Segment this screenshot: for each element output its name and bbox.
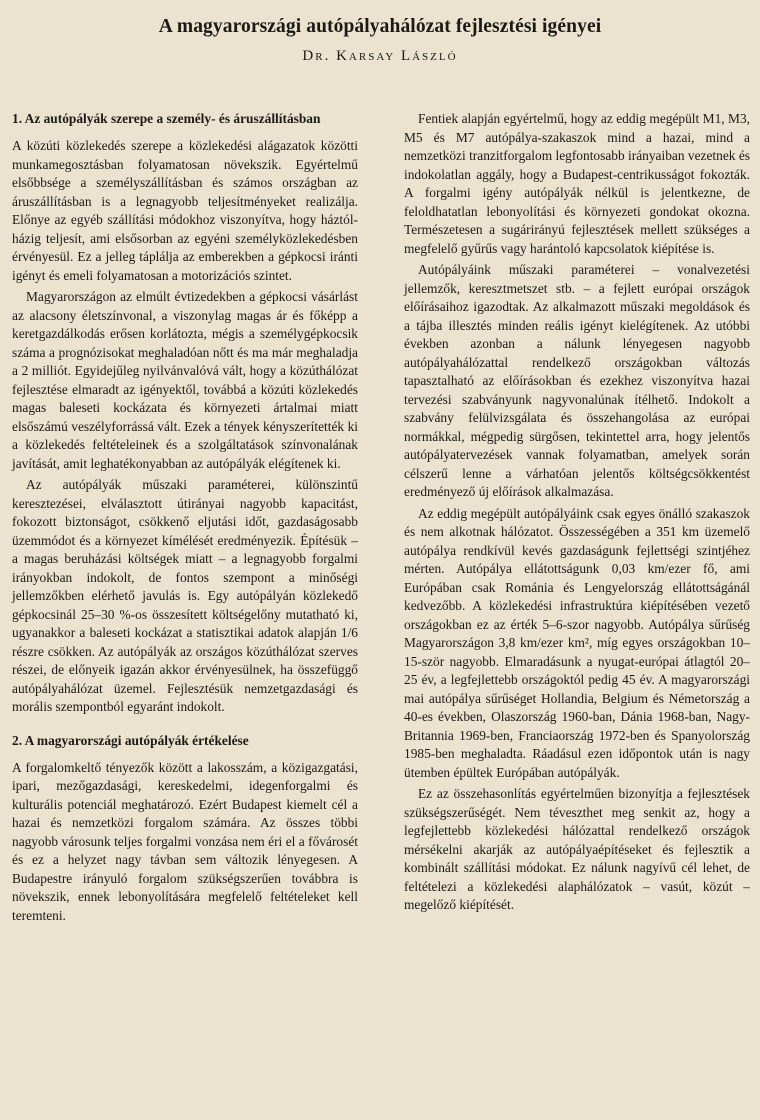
right-paragraph-2: Autópályáink műszaki paraméterei – vonalvezetési jellemzők, keresztmetszet stb. – a fejlett európai országok előírásaihoz igazodtak. Az alkalmazott műszaki megoldások és a tájba illesztés minden reális igényt kielégítenek. Az utóbbi években azonban a nálunk lényegesen nagyobb autópályahálózattal rendelkező országokban változás tapasztalható az előírásokban és ezekhez viszonyítva hazai tervezési szabványunk nagyvonalúnak ítélhető. Indokolt a szabvány felülvizsgálata és összehangolása az európai normákkal, mégpedig sürgősen, tekintettel arra, hogy jelentős autópályatervezések vannak folyamatban, amelyek során célszerű lenne a várhatóan jelentős költségcsökkentést eredményező új előírások alkalmazása. [404,262,750,499]
section-1-paragraph-3: Az autópályák műszaki paraméterei, különszintű keresztezései, elválasztott útirányai nagyobb kapacitást, fokozott biztonságot, csökkenő eljutási időt, gazdaságosabb üzemmódot és a környezet kímélését eredményezik. Építésük – a magas beruházási költségek miatt – a legnagyobb forgalmi irányokban indokolt, de fontos szempont a minőségi jellemzőkben elérhető javulás is. Egy autópályán közlekedő gépkocsinál 25–30 %-os összesített költségelőny mutatható ki, ugyanakkor a baleseti kockázat a statisztikai adatok alapján 1/6 részre csökken. Az autópályák az országos közúthálózat szerves részei, de előnyeik igazán akkor érvényesülnek, ha összefüggő autópályahálózat üzemel. Fejlesztésük nemzetgazdasági és morális szempontból egyaránt indokolt. [12,477,358,714]
article-author: Dr. Karsay László [302,48,458,64]
section-2-heading: 2. A magyarországi autópályák értékelése [12,732,249,748]
left-column [12,110,358,925]
section-1-paragraph-1: A közúti közlekedés szerepe a közlekedési alágazatok közötti munkamegosztásban folyamatosan növekszik. Egyértelmű elsőbbsége a személyszállításban és számos országban az áruszállításban is a legnagyobb teljesítményeket realizálja. Előnye az egyéb szállítási módokhoz viszonyítva, hogy háztól-házig teljesít, ami elsősorban az egyéni személyközlekedésben érvényesül. Ez a jelleg táplálja az emberekben a gépkocsi iránti igényt és emeli folyamatosan a motorizációs szintet. [12,138,358,283]
section-2-paragraph-1: A forgalomkeltő tényezők között a lakosszám, a közigazgatási, ipari, mezőgazdasági, kereskedelmi, idegenforgalmi és kulturális potenciál meghatározó. Ezért Budapest kiemelt cél a hazai és nemzetközi forgalom számára. Az összes többi nagyobb városunk teljes forgalmi vonzása nem éri el a fővárosét és ez a helyzet nagy távban sem változik lényegesen. A Budapestre irányuló forgalom szükségszerűen továbbra is növekszik, ennek lebonyolítására megfelelő feltételeket kell teremteni. [12,759,358,923]
right-column [404,110,750,915]
right-paragraph-4: Ez az összehasonlítás egyértelműen bizonyítja a fejlesztések szükségszerűségét. Nem téveszthet meg senkit az, hogy a legfejlettebb közlekedési hálózattal rendelkező országok mérsékelni akarják az autópályaépítéseket és fejlesztik a kombinált szállítási módokat. Ez nálunk nagyívű cél lehet, de feltételezi a közlekedési alaphálózatok – vasút, közút – megelőző kiépítését. [404,786,750,912]
article-title: A magyarországi autópályahálózat fejlesztési igényei [158,16,602,37]
section-1-heading: 1. Az autópályák szerepe a személy- és áruszállításban [12,111,321,126]
right-paragraph-1: Fentiek alapján egyértelmű, hogy az eddig megépült M1, M3, M5 és M7 autópálya-szakaszok mind a hazai, mind a nemzetközi tranzitforgalom legfontosabb irányaiban vezetnek és indokolatlan aggály, hogy a Budapest-centrikusságot fokozták. A forgalmi igény autópályák nélkül is jelentkezne, de feloldhatatlan lebonyolítási és környezeti gondokat okozna. Természetesen a sugárirányú fejlesztések mellett szükséges a megfelelő gyűrűs vagy harántoló kapcsolatok kiépítése is. [404,111,750,256]
right-paragraph-3: Az eddig megépült autópályáink csak egyes önálló szakaszok és nem alkotnak hálózatot. Összességében a 351 km üzemelő autópálya rendkívül kevés gazdaságunk fejlettségi szintjéhez mérten. Autópálya ellátottságunk 0,03 km/ezer fő, ami Európában csak Románia és Lengyelország ellátottságánál kedvezőbb. A közlekedési infrastruktúra kiépítésében vezető országokban ez az érték 5–6-szor nagyobb. Autópálya sűrűség Magyarországon 3,8 km/ezer km², míg egyes országokban 10–15-ször nagyobb. Elmaradásunk a nyugat-európai átlagtól 20–25 év, a legfejlettebb országoktól pedig 45 év. A magyarországi mai autópálya sűrűséget Hollandia, Belgium és Németország a 40-es években, Olaszország 1960-ban, Dánia 1968-ban, Nagy-Britannia 1969-ben, Franciaország 1972-ben és Spanyolország 1985-ben meghaladta. Ráadásul ezen időpontok után is nagy ütemben épültek Európában autópályák. [404,505,750,780]
section-1-paragraph-2: Magyarországon az elmúlt évtizedekben a gépkocsi vásárlást az alacsony életszínvonal, a viszonylag magas ár és főképp a keretgazdálkodás erősen korlátozta, mégis a személygépkocsik száma a prognózisokat meghaladóan nőtt és ma már meghaladja a 2 milliót. Egyidejűleg nyilvánvalóvá vált, hogy a közúthálózat fejlesztése elmaradt az igényektől, továbbá a közúti közlekedés magas baleseti kockázata és környezeti ártalmai miatt elsőszámú veszélyforrássá vált. Ezek a tények kényszerítették ki a közlekedés feltételeinek és a szolgáltatások színvonalának javítását, amit leghatékonyabban az autópályák elégítenek ki. [12,289,358,471]
